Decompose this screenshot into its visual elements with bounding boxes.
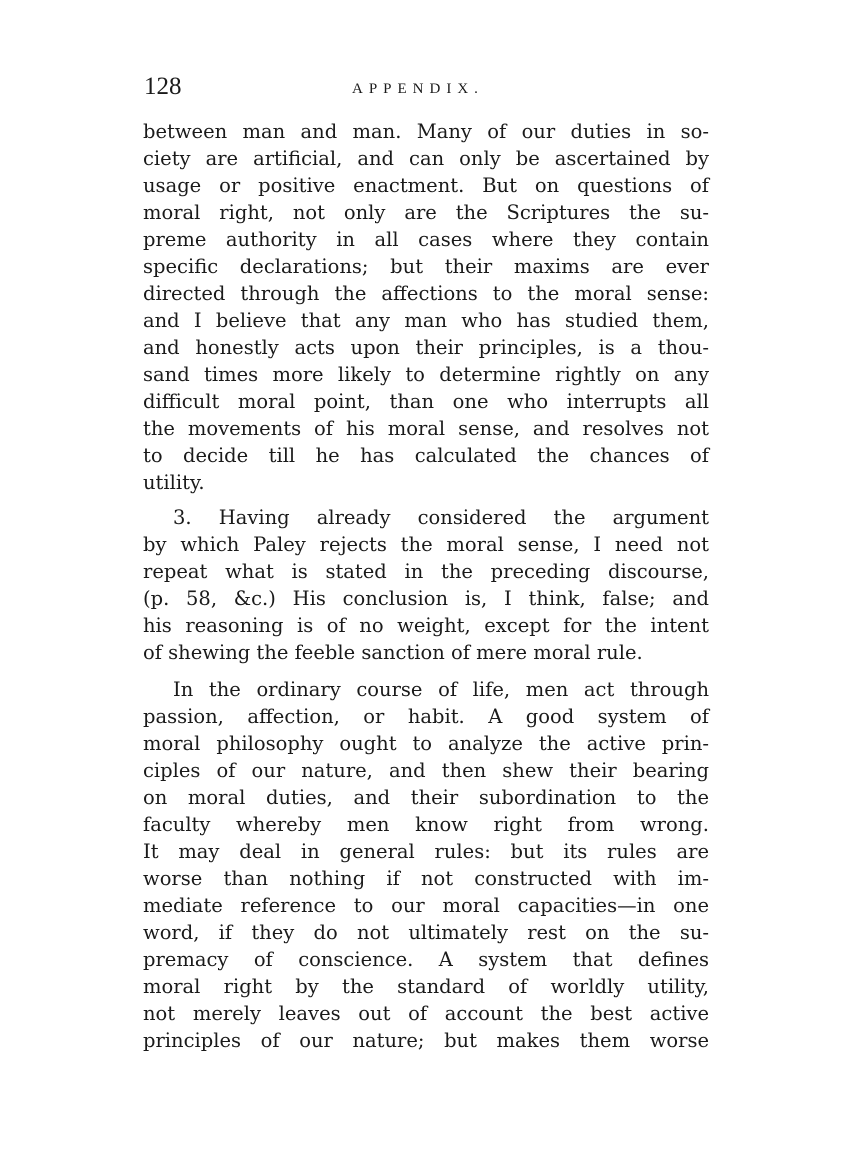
text-line: preme authority in all cases where they contain — [143, 228, 709, 251]
text-line: ciety are artificial, and can only be ascertained by — [143, 147, 709, 170]
text-line: In the ordinary course of life, men act through — [173, 678, 709, 701]
running-head: APPENDIX. — [352, 81, 484, 97]
text-line: of shewing the feeble sanction of mere moral rule. — [143, 641, 643, 664]
text-line: worse than nothing if not constructed with im- — [143, 867, 709, 890]
text-line: word, if they do not ultimately rest on the su- — [143, 921, 709, 944]
text-line: usage or positive enactment. But on questions of — [143, 174, 709, 197]
text-line: 3. Having already considered the argument — [173, 506, 709, 529]
text-line: and I believe that any man who has studied them, — [143, 309, 709, 332]
text-line: his reasoning is of no weight, except for the intent — [143, 614, 709, 637]
text-line: principles of our nature; but makes them worse — [143, 1029, 709, 1052]
text-line: moral right by the standard of worldly utility, — [143, 975, 709, 998]
text-line: difficult moral point, than one who interrupts all — [143, 390, 709, 413]
text-line: sand times more likely to determine rightly on any — [143, 363, 709, 386]
text-line: moral right, not only are the Scriptures the su- — [143, 201, 709, 224]
text-line: (p. 58, &c.) His conclusion is, I think, false; and — [143, 587, 709, 610]
body-text — [143, 118, 709, 1054]
text-line: moral philosophy ought to analyze the active prin- — [143, 732, 709, 755]
text-line: mediate reference to our moral capacities—in one — [143, 894, 709, 917]
text-line: on moral duties, and their subordination to the — [143, 786, 709, 809]
page-number: 128 — [144, 73, 182, 100]
text-line: directed through the affections to the moral sense: — [143, 282, 709, 305]
text-line: faculty whereby men know right from wrong. — [143, 813, 709, 836]
text-line: not merely leaves out of account the best active — [143, 1002, 709, 1025]
text-line: the movements of his moral sense, and resolves not — [143, 417, 709, 440]
text-line: ciples of our nature, and then shew their bearing — [143, 759, 709, 782]
text-line: utility. — [143, 471, 205, 494]
text-line: passion, affection, or habit. A good system of — [143, 705, 709, 728]
text-line: It may deal in general rules: but its rules are — [143, 840, 709, 863]
text-line: and honestly acts upon their principles, is a thou- — [143, 336, 709, 359]
text-line: to decide till he has calculated the chances of — [143, 444, 709, 467]
paragraph-1 — [143, 118, 709, 496]
text-line: between man and man. Many of our duties in so- — [143, 120, 709, 143]
text-line: specific declarations; but their maxims are ever — [143, 255, 709, 278]
text-line: premacy of conscience. A system that defines — [143, 948, 709, 971]
paragraph-2 — [143, 504, 709, 666]
text-line: by which Paley rejects the moral sense, I need not — [143, 533, 709, 556]
paragraph-3 — [143, 676, 709, 1054]
text-line: repeat what is stated in the preceding discourse, — [143, 560, 709, 583]
